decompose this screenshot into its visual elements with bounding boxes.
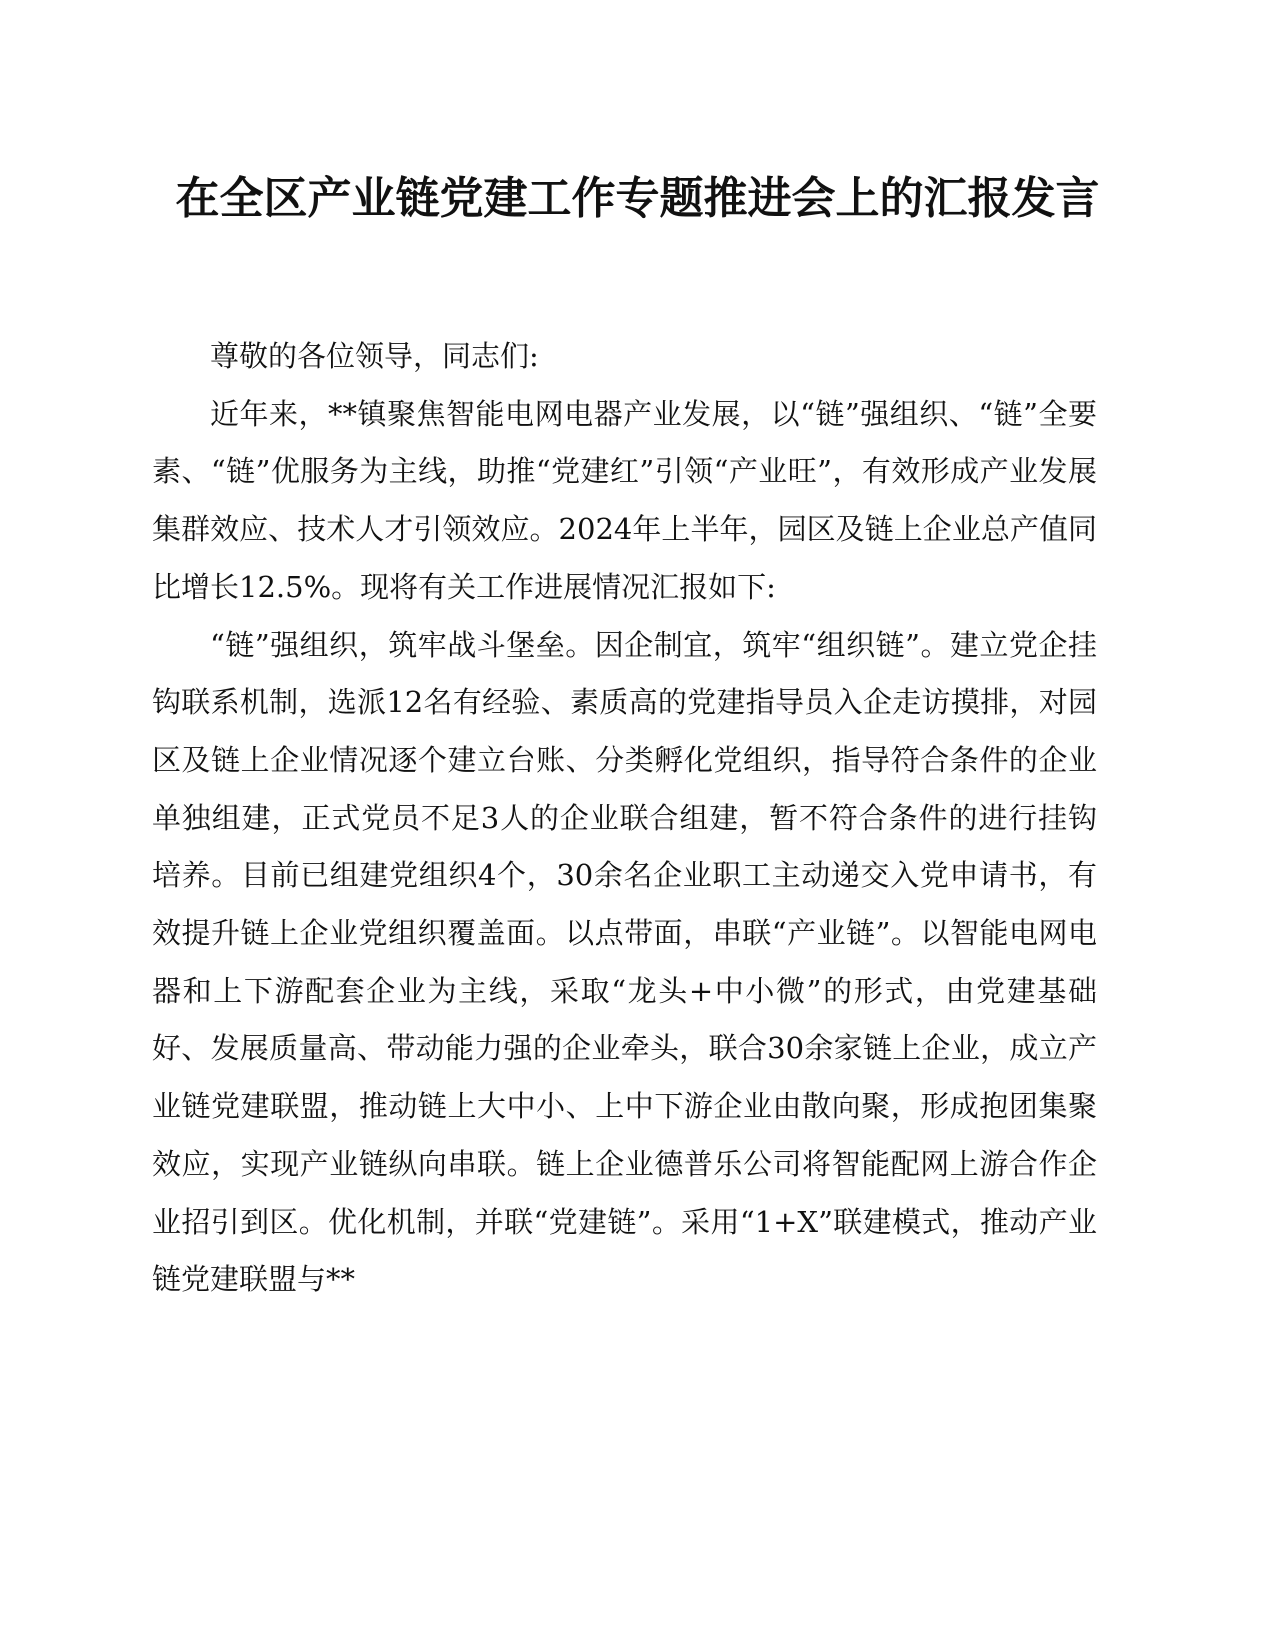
- salutation: 尊敬的各位领导，同志们:: [210, 339, 539, 373]
- document-body: [152, 328, 1097, 1309]
- body-paragraph: 近年来，**镇聚焦智能电网电器产业发展，以“链”强组织、“链”全要素、“链”优服务为主线，助推“党建红”引领“产业旺”，有效形成产业发展集群效应、技术人才引领效应。2024年上半年，园区及链上企业总产值同比增长12.5%。现将有关工作进展情况汇报如下:: [152, 396, 1097, 604]
- document-title: 在全区产业链党建工作专题推进会上的汇报发言: [175, 173, 1100, 224]
- body-paragraph: “链”强组织，筑牢战斗堡垒。因企制宜，筑牢“组织链”。建立党企挂钩联系机制，选派12名有经验、素质高的党建指导员入企走访摸排，对园区及链上企业情况逐个建立台账、分类孵化党组织，指导符合条件的企业单独组建，正式党员不足3人的企业联合组建，暂不符合条件的进行挂钩培养。目前已组建党组织4个，30余名企业职工主动递交入党申请书，有效提升链上企业党组织覆盖面。以点带面，串联“产业链”。以智能电网电器和上下游配套企业为主线，采取“龙头+中小微”的形式，由党建基础好、发展质量高、带动能力强的企业牵头，联合30余家链上企业，成立产业链党建联盟，推动链上大中小、上中下游企业由散向聚，形成抱团集聚效应，实现产业链纵向串联。链上企业德普乐公司将智能配网上游合作企业招引到区。优化机制，并联“党建链”。采用“1+X”联建模式，推动产业链党建联盟与**: [152, 627, 1097, 1297]
